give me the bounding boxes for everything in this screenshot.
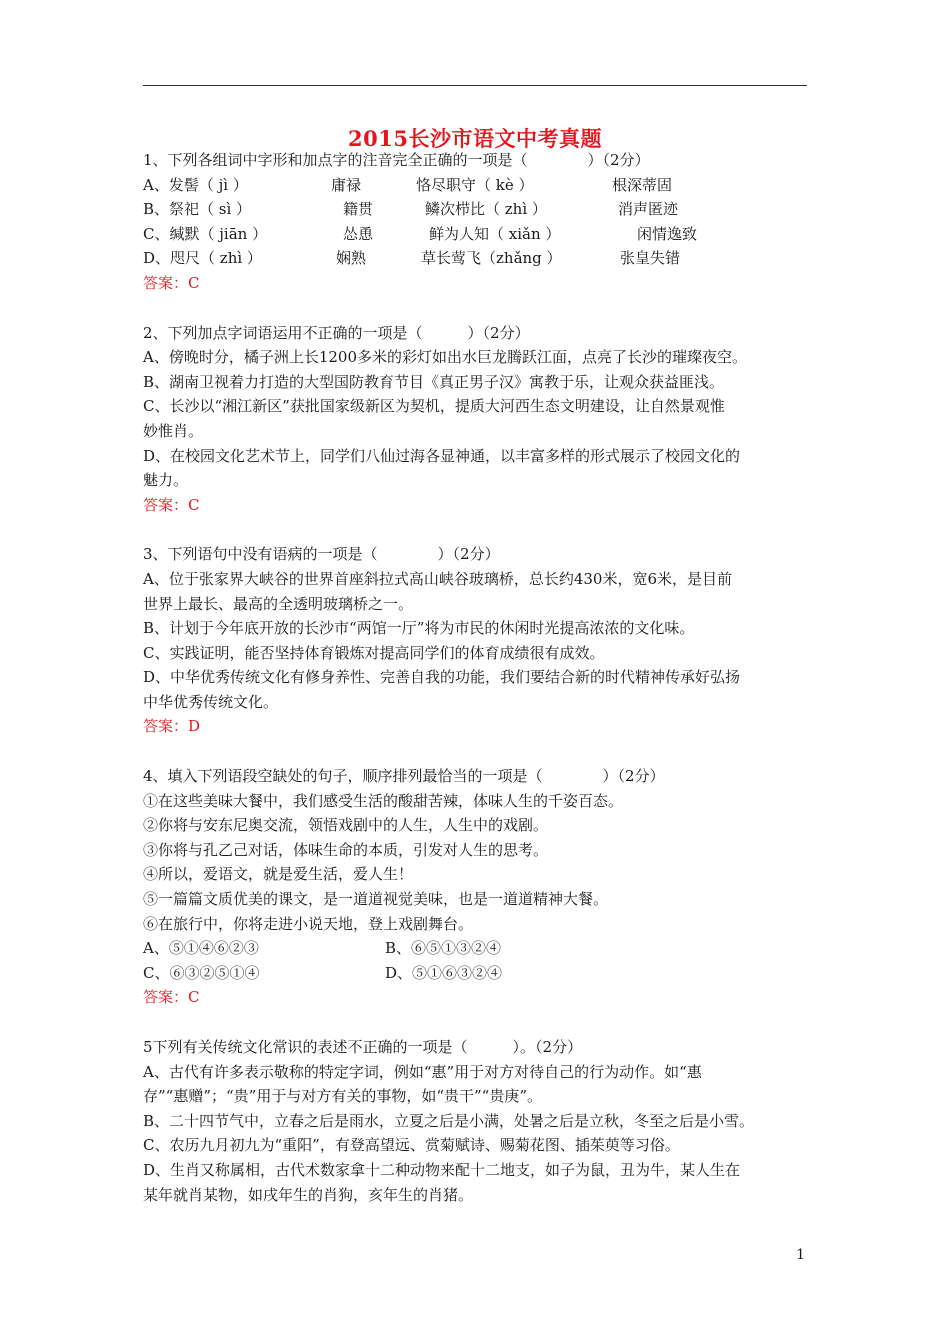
- question-1: [143, 148, 811, 296]
- answer-label: 答案：C: [143, 495, 200, 514]
- question-stem: 3、下列语句中没有语病的一项是（ ）（2分）: [143, 545, 500, 564]
- document-body: [143, 148, 811, 1207]
- text-line: D、中华优秀传统文化有修身养性、完善自我的功能，我们要结合新的时代精神传承好弘扬: [143, 668, 741, 687]
- text-line: A、古代有许多表示敬称的特定字词，例如“惠”用于对方对待自己的行为动作。如“惠: [143, 1062, 702, 1081]
- answer-label: 答案：C: [143, 988, 200, 1007]
- option-cell: D、咫尺（ zhì ）: [143, 249, 262, 268]
- text-line: 妙惟肖。: [143, 421, 204, 440]
- text-line: 魅力。: [143, 471, 189, 490]
- option-cell: 庸禄: [331, 175, 362, 194]
- text-line: 某年就肖某物，如戌年生的肖狗，亥年生的肖猪。: [143, 1185, 474, 1204]
- question-3: [143, 542, 811, 739]
- text-line: 存”“惠赠”；“贵”用于与对方有关的事物，如“贵干”“贵庚”。: [143, 1087, 543, 1106]
- page-number: 1: [796, 1247, 805, 1263]
- choice-row: [143, 936, 811, 961]
- text-line: D、在校园文化艺术节上，同学们八仙过海各显神通，以丰富多样的形式展示了校园文化的: [143, 446, 741, 465]
- option-cell: A、发髻（ jì ）: [143, 175, 248, 194]
- text-line: ④所以，爱语文，就是爱生活，爱人生！: [143, 865, 414, 884]
- text-line: 中华优秀传统文化。: [143, 692, 279, 711]
- text-line: A、傍晚时分，橘子洲上长1200多米的彩灯如出水巨龙腾跃江面，点亮了长沙的璀璨夜空。: [143, 348, 748, 367]
- text-line: C、长沙以“湘江新区”获批国家级新区为契机，提质大河西生态文明建设，让自然景观惟: [143, 397, 725, 416]
- option-cell: 恪尽职守（ kè ）: [416, 175, 534, 194]
- question-stem: 1、下列各组词中字形和加点字的注音完全正确的一项是（ ）（2分）: [143, 151, 650, 169]
- option-cell: 籍贯: [343, 200, 374, 219]
- text-line: ①在这些美味大餐中，我们感受生活的酸甜苦辣，体味人生的千姿百态。: [143, 791, 624, 810]
- option-cell: 闲情逸致: [637, 224, 698, 243]
- option-cell: 根深蒂固: [612, 175, 673, 194]
- option-row-a: [143, 173, 811, 198]
- option-cell: 娴熟: [336, 249, 367, 268]
- choice-option: A、⑤①④⑥②③: [143, 939, 259, 958]
- question-stem: 2、下列加点字词语运用不正确的一项是（ ）（2分）: [143, 323, 530, 342]
- text-line: ⑤一篇篇文质优美的课文，是一道道视觉美味，也是一道道精神大餐。: [143, 890, 609, 909]
- option-row-b: [143, 197, 811, 222]
- option-cell: 怂恿: [343, 224, 374, 243]
- option-cell: C、缄默（ jiān ）: [143, 224, 268, 243]
- option-cell: 草长莺飞（zhǎng ）: [421, 249, 562, 268]
- question-2: [143, 321, 811, 518]
- option-row-c: [143, 222, 811, 247]
- text-line: ③你将与孔乙己对话，体味生命的本质，引发对人生的思考。: [143, 840, 549, 859]
- text-line: B、二十四节气中，立春之后是雨水，立夏之后是小满，处暑之后是立秋，冬至之后是小雪。: [143, 1111, 755, 1130]
- header-rule: [143, 85, 807, 86]
- page-title: 2015长沙市语文中考真题: [348, 126, 602, 151]
- text-line: D、生肖又称属相，古代术数家拿十二种动物来配十二地支，如子为鼠，丑为牛，某人生在: [143, 1160, 741, 1179]
- text-line: B、计划于今年底开放的长沙市“两馆一厅”将为市民的休闲时光提高浓浓的文化味。: [143, 619, 695, 638]
- choice-option: B、⑥⑤①③②④: [385, 939, 502, 958]
- choice-option: D、⑤①⑥③②④: [385, 963, 503, 982]
- question-stem: 5下列有关传统文化常识的表述不正确的一项是（ ）。（2分）: [143, 1038, 583, 1056]
- choice-option: C、⑥③②⑤①④: [143, 963, 260, 982]
- option-cell: 消声匿迹: [618, 200, 679, 219]
- answer-label: 答案：D: [143, 717, 201, 736]
- text-line: B、湖南卫视着力打造的大型国防教育节目《真正男子汉》寓教于乐，让观众获益匪浅。: [143, 372, 725, 391]
- option-cell: 鲜为人知（ xiǎn ）: [429, 224, 561, 243]
- option-row-d: [143, 246, 811, 271]
- option-cell: B、祭祀（ sì ）: [143, 200, 252, 219]
- text-line: ②你将与安东尼奥交流，领悟戏剧中的人生，人生中的戏剧。: [143, 816, 549, 835]
- question-5: [143, 1035, 811, 1207]
- text-line: C、实践证明，能否坚持体育锻炼对提高同学们的体育成绩很有成效。: [143, 643, 605, 662]
- option-cell: 张皇失错: [620, 249, 681, 268]
- text-line: ⑥在旅行中，你将走进小说天地，登上戏剧舞台。: [143, 914, 474, 933]
- question-stem: 4、填入下列语段空缺处的句子，顺序排列最恰当的一项是（ ）（2分）: [143, 767, 665, 786]
- text-line: 世界上最长、最高的全透明玻璃桥之一。: [143, 594, 414, 613]
- text-line: A、位于张家界大峡谷的世界首座斜拉式高山峡谷玻璃桥，总长约430米，宽6米，是目前: [143, 569, 733, 588]
- option-cell: 鳞次栉比（ zhì ）: [425, 200, 547, 219]
- choice-row: [143, 961, 811, 986]
- question-4: [143, 764, 811, 1010]
- answer-label: 答案：C: [143, 273, 200, 292]
- text-line: C、农历九月初九为“重阳”，有登高望远、赏菊赋诗、赐菊花图、插茱萸等习俗。: [143, 1136, 680, 1155]
